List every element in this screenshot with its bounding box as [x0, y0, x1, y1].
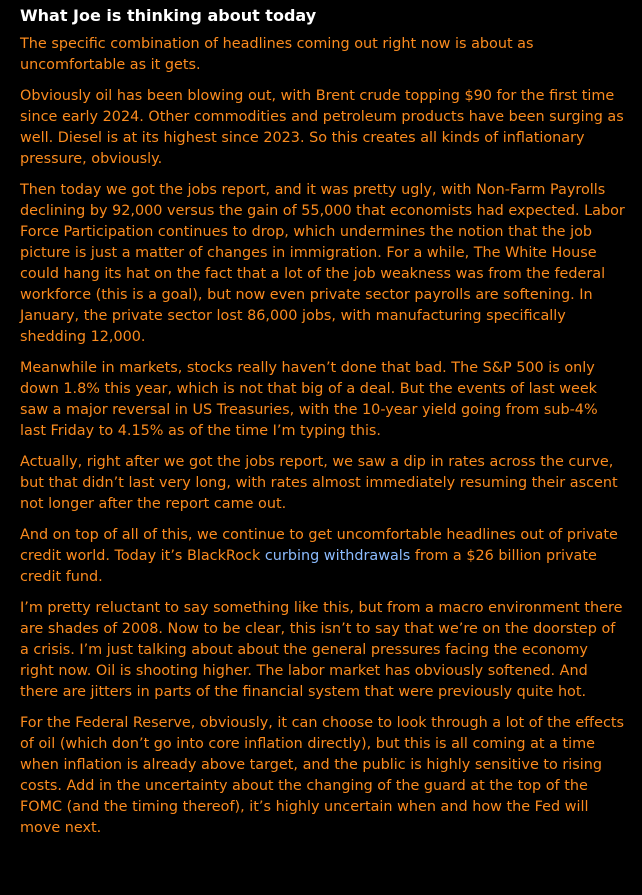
section-heading: What Joe is thinking about today [20, 6, 317, 25]
paragraph-private-credit-text-after: from a $26 billion private credit fund. [20, 548, 597, 585]
paragraph-private-credit [20, 525, 626, 588]
paragraph-oil: Obviously oil has been blowing out, with Brent crude topping $90 for the first time since early 2024. Other commodities and petroleum products have been surging as well. Diesel is at its highest since 2023. So this creates all kinds of inflationary pressure, obviously. [20, 88, 624, 167]
paragraph-private-credit-text-before: And on top of all of this, we continue to get uncomfortable headlines out of private credit world. Today it’s BlackRock [20, 527, 618, 564]
paragraph-macro-2008: I’m pretty reluctant to say something like this, but from a macro environment there are shades of 2008. Now to be clear, this isn’t to say that we’re on the doorstep of a crisis. I’m just talking about about the general pressures facing the economy right now. Oil is shooting higher. The labor market has obviously softened. And there are jitters in parts of the financial system that were previously quite hot. [20, 600, 623, 700]
paragraph-rates: Actually, right after we got the jobs report, we saw a dip in rates across the curve, but that didn’t last very long, with rates almost immediately resuming their ascent not longer after the report came out. [20, 454, 618, 512]
paragraph-intro: The specific combination of headlines coming out right now is about as uncomfortable as it gets. [20, 36, 534, 73]
curbing-withdrawals-link[interactable]: curbing withdrawals [264, 548, 411, 564]
paragraph-jobs-report: Then today we got the jobs report, and it was pretty ugly, with Non-Farm Payrolls declining by 92,000 versus the gain of 55,000 that economists had expected. Labor Force Participation continues to drop, which undermines the notion that the job picture is just a matter of changes in immigration. For a while, The White House could hang its hat on the fact that a lot of the job weakness was from the federal workforce (this is a goal), but now even private sector payrolls are softening. In January, the private sector lost 86,000 jobs, with manufacturing specifically shedding 12,000. [20, 182, 625, 345]
paragraph-federal-reserve: For the Federal Reserve, obviously, it can choose to look through a lot of the effects of oil (which don’t go into core inflation directly), but this is all coming at a time when inflation is already above target, and the public is highly sensitive to rising costs. Add in the uncertainty about the changing of the guard at the top of the FOMC (and the timing thereof), it’s highly uncertain when and how the Fed will move next. [20, 715, 625, 836]
article-body [20, 0, 626, 849]
paragraph-markets: Meanwhile in markets, stocks really haven’t done that bad. The S&P 500 is only down 1.8% this year, which is not that big of a deal. But the events of last week saw a major reversal in US Treasuries, with the 10-year yield going from sub-4% last Friday to 4.15% as of the time I’m typing this. [20, 360, 598, 439]
